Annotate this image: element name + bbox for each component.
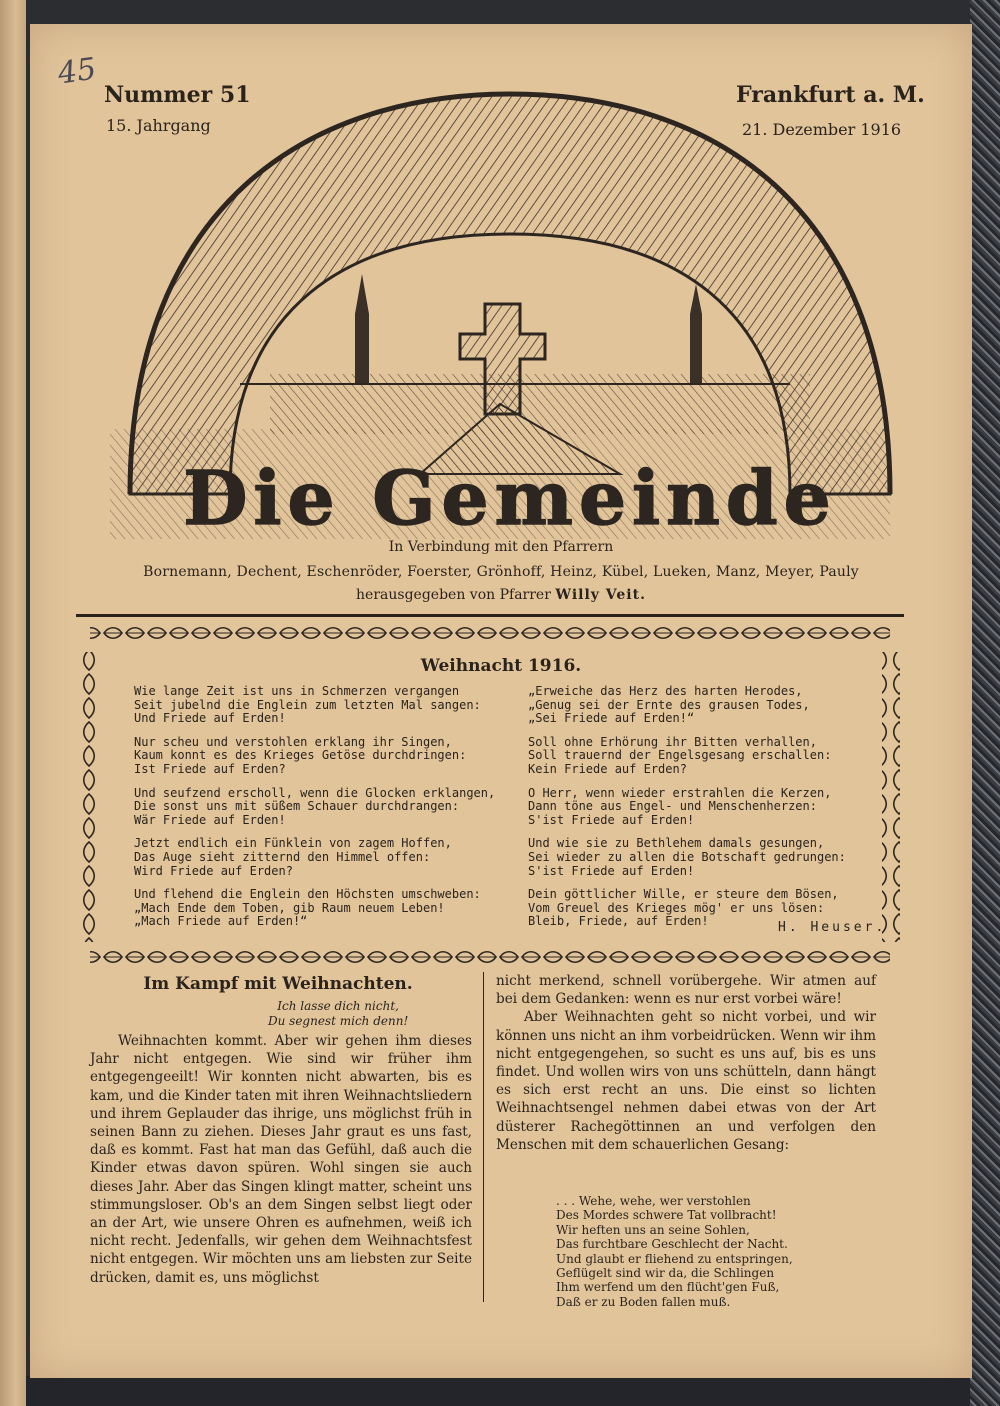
article-right-column (496, 972, 876, 1154)
poem-author: H. Heuser. (778, 920, 887, 935)
volume: 15. Jahrgang (106, 116, 211, 135)
masthead-illustration (90, 84, 910, 554)
newspaper-page (30, 24, 972, 1378)
article-title: Im Kampf mit Weihnachten. (143, 974, 413, 994)
header-rule (76, 614, 904, 617)
editor-line (30, 587, 972, 603)
article-left-column (90, 1032, 472, 1287)
handwritten-margin-note: 45 (55, 51, 99, 92)
masthead-title: Die Gemeinde (183, 456, 837, 542)
poem-title: Weihnacht 1916. (420, 656, 582, 676)
article-motto: Ich lasse dich nicht, Du segnest mich denn! (268, 999, 409, 1028)
editors-intro: In Verbindung mit den Pfarrern (388, 539, 614, 555)
editor-prefix: herausgegeben von Pfarrer (356, 587, 551, 603)
poem-left-column (134, 685, 514, 939)
poem-stanza: Jetzt endlich ein Fünklein von zagem Hoffen, Das Auge sieht zitternd den Himmel offen: Wird Friede auf Erden? (134, 836, 452, 878)
issue-date: 21. Dezember 1916 (742, 120, 902, 139)
column-divider (483, 972, 484, 1302)
book-bottom-edge (26, 1376, 970, 1406)
article-paragraph: Aber Weihnachten geht so nicht vorbei, und wir können uns nicht an ihm vorbeidrücken. Wenn wir ihm nicht entgegengehen, so sucht es uns auf, bis es uns findet. Und wollen wirs von uns schütteln, dann hängt es sich erst recht an uns. Die einst so lichten Weihnachtsengel nehmen dabei etwas von der Art düsterer Rachegöttinnen an und verfolgen den Menschen mit dem schauerlichen Gesang: (496, 1009, 876, 1153)
issue-number: Nummer 51 (104, 82, 251, 108)
poem-stanza: Und flehend die Englein den Höchsten umschweben: „Mach Ende dem Toben, gib Raum neuem Leben! „Mach Friede auf Erden!“ (134, 887, 481, 929)
article-verse: . . . Wehe, wehe, wer verstohlen Des Mordes schwere Tat vollbracht! Wir heften uns an seine Sohlen, Das furchtbare Geschlecht der Nacht. Und glaubt er fliehend zu entspringen, Geflügelt sind wir da, die Schlingen Ihm werfend um den flücht'gen Fuß, Daß er zu Boden fallen muß. (556, 1194, 793, 1309)
poem-stanza: Soll ohne Erhörung ihr Bitten verhallen, Soll trauernd der Engelsgesang erschallen: Kein Friede auf Erden? (528, 734, 832, 776)
poem-right-column (528, 685, 888, 939)
poem-stanza: O Herr, wenn wieder erstrahlen die Kerzen, Dann töne aus Engel- und Menschenherzen: S'ist Friede auf Erden! (528, 785, 832, 827)
poem-stanza: Und seufzend erscholl, wenn die Glocken erklangen, Die sonst uns mit süßem Schauer durchdrangen: Wär Friede auf Erden! (134, 785, 496, 827)
article-paragraph: Weihnachten kommt. Aber wir gehen ihm dieses Jahr nicht entgegen. Wie sind wir früher ihm entgegengeeilt! Wir konnten nicht abwarten, bis es kam, und die Kinder taten mit ihren Weihnachtsliedern und ihrem Geplauder das ihrige, uns möglichst früh in seinen Bann zu ziehen. Dieses Jahr graut es uns fast, daß es kommt. Fast hat man das Gefühl, daß auch die Kinder etwas davon spüren. Wohl singen sie auch dieses Jahr. Aber das Singen klingt matter, scheint uns stimmungsloser. Ob's an dem Singen selbst liegt oder an der Art, wie unsere Ohren es aufnehmen, weiß ich nicht recht. Jedenfalls, wir gehen dem Weihnachtsfest nicht entgegen. Wir möchten uns am liebsten zur Seite drücken, damit es, uns möglichst (90, 1033, 472, 1286)
poem-stanza: Und wie sie zu Bethlehem damals gesungen, Sei wieder zu allen die Botschaft gedrungen: S'ist Friede auf Erden! (528, 836, 846, 878)
article-paragraph: nicht merkend, schnell vorübergehe. Wir atmen auf bei dem Gedanken: wenn es nur erst vorbei wäre! (496, 973, 876, 1008)
poem-stanza: Nur scheu und verstohlen erklang ihr Singen, Kaum konnt es des Krieges Getöse durchdringen: Ist Friede auf Erden? (134, 734, 467, 776)
book-cover-edge (970, 0, 1000, 1406)
editors-names: Bornemann, Dechent, Eschenröder, Foerster, Grönhoff, Heinz, Kübel, Lueken, Manz, Meyer, Pauly (143, 564, 859, 580)
place: Frankfurt a. M. (736, 82, 925, 108)
poem-stanza: „Erweiche das Herz des harten Herodes, „Genug sei der Ernte des grausen Todes, „Sei Friede auf Erden!“ (528, 684, 810, 726)
book-left-edge (0, 0, 26, 1406)
editor-name: Willy Veit. (555, 587, 646, 603)
poem-stanza: Dein göttlicher Wille, er steure dem Bösen, Vom Greuel des Krieges mög' er uns lösen: Bleib, Friede, auf Erden! (528, 887, 839, 929)
poem-stanza: Wie lange Zeit ist uns in Schmerzen vergangen Seit jubelnd die Englein zum letzten Mal sangen: Und Friede auf Erden! (134, 684, 481, 726)
